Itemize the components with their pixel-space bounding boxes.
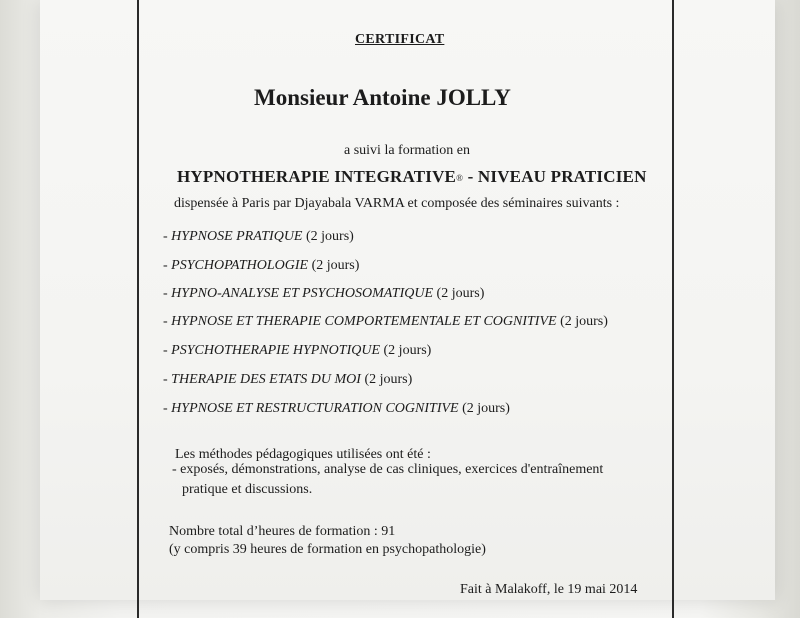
program-title (177, 167, 647, 187)
registered-mark: ® (456, 173, 464, 183)
seminar-item: - HYPNO-ANALYSE ET PSYCHOSOMATIQUE (2 jours) (163, 286, 485, 301)
place-date: Fait à Malakoff, le 19 mai 2014 (460, 582, 638, 597)
seminar-item: - HYPNOSE PRATIQUE (2 jours) (163, 229, 354, 244)
seminar-duration: (2 jours) (308, 258, 360, 273)
methods-label: Les méthodes pédagogiques utilisées ont été : (175, 447, 431, 462)
total-hours: Nombre total d’heures de formation : 91 (169, 524, 396, 539)
seminar-title: THERAPIE DES ETATS DU MOI (171, 372, 361, 387)
seminar-duration: (2 jours) (302, 229, 354, 244)
seminar-title: HYPNOSE PRATIQUE (171, 229, 303, 244)
hours-note: (y compris 39 heures de formation en psychopathologie) (169, 542, 486, 557)
seminar-duration: (2 jours) (380, 343, 432, 358)
seminar-title: HYPNOSE ET THERAPIE COMPORTEMENTALE ET COGNITIVE (171, 314, 557, 329)
seminar-title: PSYCHOTHERAPIE HYPNOTIQUE (171, 343, 381, 358)
seminar-item: - PSYCHOTHERAPIE HYPNOTIQUE (2 jours) (163, 343, 432, 358)
seminar-item: - THERAPIE DES ETATS DU MOI (2 jours) (163, 372, 413, 387)
certificate-heading: CERTIFICAT (355, 32, 445, 47)
seminar-item: - PSYCHOPATHOLOGIE (2 jours) (163, 258, 360, 273)
seminar-title: HYPNOSE ET RESTRUCTURATION COGNITIVE (171, 401, 459, 416)
seminar-item: - HYPNOSE ET RESTRUCTURATION COGNITIVE (2 jours) (163, 401, 510, 416)
recipient-name: Monsieur Antoine JOLLY (254, 85, 511, 110)
seminar-duration: (2 jours) (360, 372, 413, 387)
program-level: - NIVEAU PRATICIEN (463, 167, 647, 186)
intro-text: a suivi la formation en (344, 143, 470, 158)
seminar-title: PSYCHOPATHOLOGIE (171, 258, 309, 273)
delivery-text: dispensée à Paris par Djayabala VARMA et composée des séminaires suivants : (174, 196, 620, 211)
program-name: HYPNOTHERAPIE INTEGRATIVE (177, 167, 457, 186)
seminar-title: HYPNO-ANALYSE ET PSYCHOSOMATIQUE (171, 286, 434, 301)
seminar-item: - HYPNOSE ET THERAPIE COMPORTEMENTALE ET COGNITIVE (2 jours) (163, 314, 608, 329)
seminar-duration: (2 jours) (556, 314, 608, 329)
methods-line: pratique et discussions. (182, 482, 313, 497)
seminar-duration: (2 jours) (458, 401, 510, 416)
methods-line: - exposés, démonstrations, analyse de cas cliniques, exercices d'entraînement (172, 462, 604, 477)
seminar-duration: (2 jours) (433, 286, 485, 301)
